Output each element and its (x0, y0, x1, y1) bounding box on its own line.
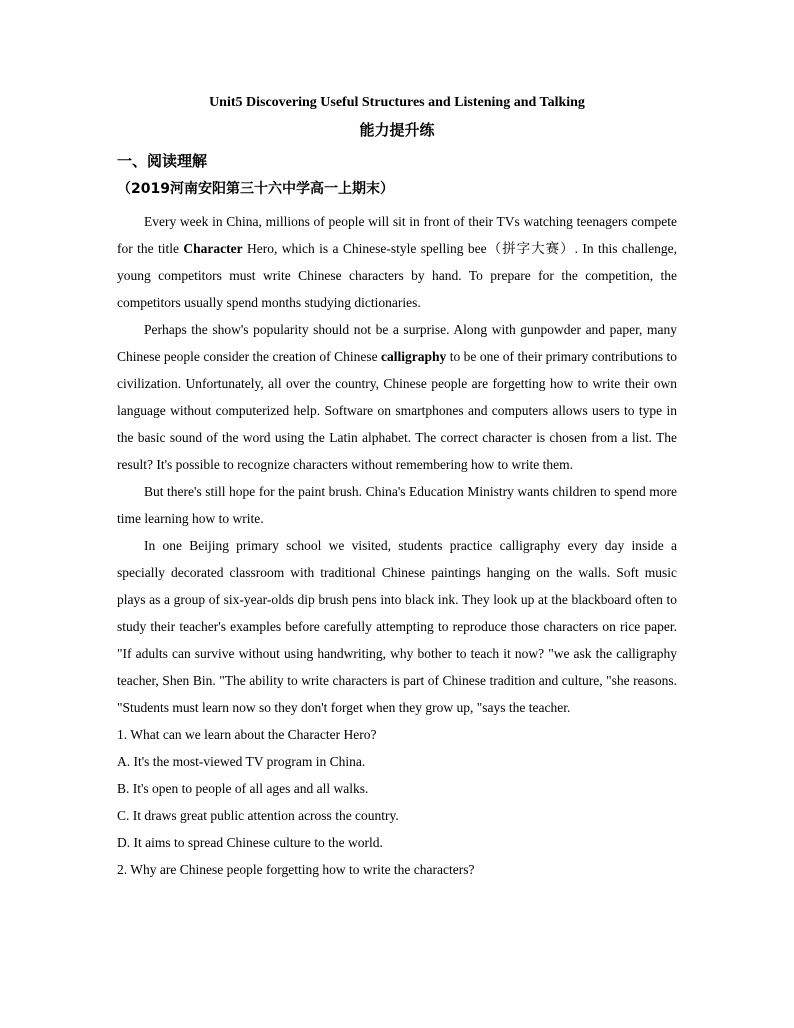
section-heading: 一、阅读理解 (117, 152, 208, 170)
paragraph-3: But there's still hope for the paint brush. China's Education Ministry wants children to spend more time learning how to write. (117, 484, 677, 526)
paragraph-1-text-b: Hero, which is a Chinese-style spelling bee（拼字大赛）. In this challenge, young competitors must write Chinese characters by hand. To prepare for the competition, the competitors usually spend months studying dictionaries. (117, 241, 677, 310)
question-1-stem: 1. What can we learn about the Character Hero? (117, 727, 377, 742)
passage-source: （2019河南安阳第三十六中学高一上期末） (117, 181, 394, 197)
paragraph-2-text-b: to be one of their primary contributions to civilization. Unfortunately, all over the country, Chinese people are forgetting how to write their own language without computerized help. Software on smartphones and computers allows users to type in the basic sound of the word using the Latin alphabet. The correct character is chosen from a list. The result? It's possible to recognize characters without remembering how to write them. (117, 349, 677, 472)
question-1-option-b: B. It's open to people of all ages and all walks. (117, 781, 369, 796)
question-1-option-a: A. It's the most-viewed TV program in China. (117, 754, 366, 769)
paragraph-1 (117, 208, 677, 316)
passage-body (117, 208, 677, 883)
document-subtitle: 能力提升练 (359, 121, 435, 139)
paragraph-1-text-a: Every week in China, millions of people will sit in front of their TVs watching teenagers compete for the title (117, 214, 677, 256)
question-1-option-c: C. It draws great public attention across the country. (117, 808, 399, 823)
question-1-option-d: D. It aims to spread Chinese culture to the world. (117, 835, 383, 850)
paragraph-1-bold-term: Character (183, 241, 243, 256)
document-title: Unit5 Discovering Useful Structures and Listening and Talking (209, 95, 585, 110)
paragraph-2-text-a: Perhaps the show's popularity should not be a surprise. Along with gunpowder and paper, many Chinese people consider the creation of Chinese (117, 322, 677, 364)
question-2-stem: 2. Why are Chinese people forgetting how to write the characters? (117, 862, 475, 877)
paragraph-4: In one Beijing primary school we visited, students practice calligraphy every day inside a specially decorated classroom with traditional Chinese paintings hanging on the walls. Soft music plays as a group of six-year-olds dip brush pens into black ink. They look up at the blackboard often to study their teacher's examples before carefully attempting to reproduce those characters on rice paper. "If adults can survive without using handwriting, why bother to teach it now? "we ask the calligraphy teacher, Shen Bin. "The ability to write characters is part of Chinese tradition and culture, "she reasons. "Students must learn now so they don't forget when they grow up, "says the teacher. (117, 538, 677, 715)
paragraph-2-bold-term: calligraphy (381, 349, 447, 364)
paragraph-2 (117, 316, 677, 478)
